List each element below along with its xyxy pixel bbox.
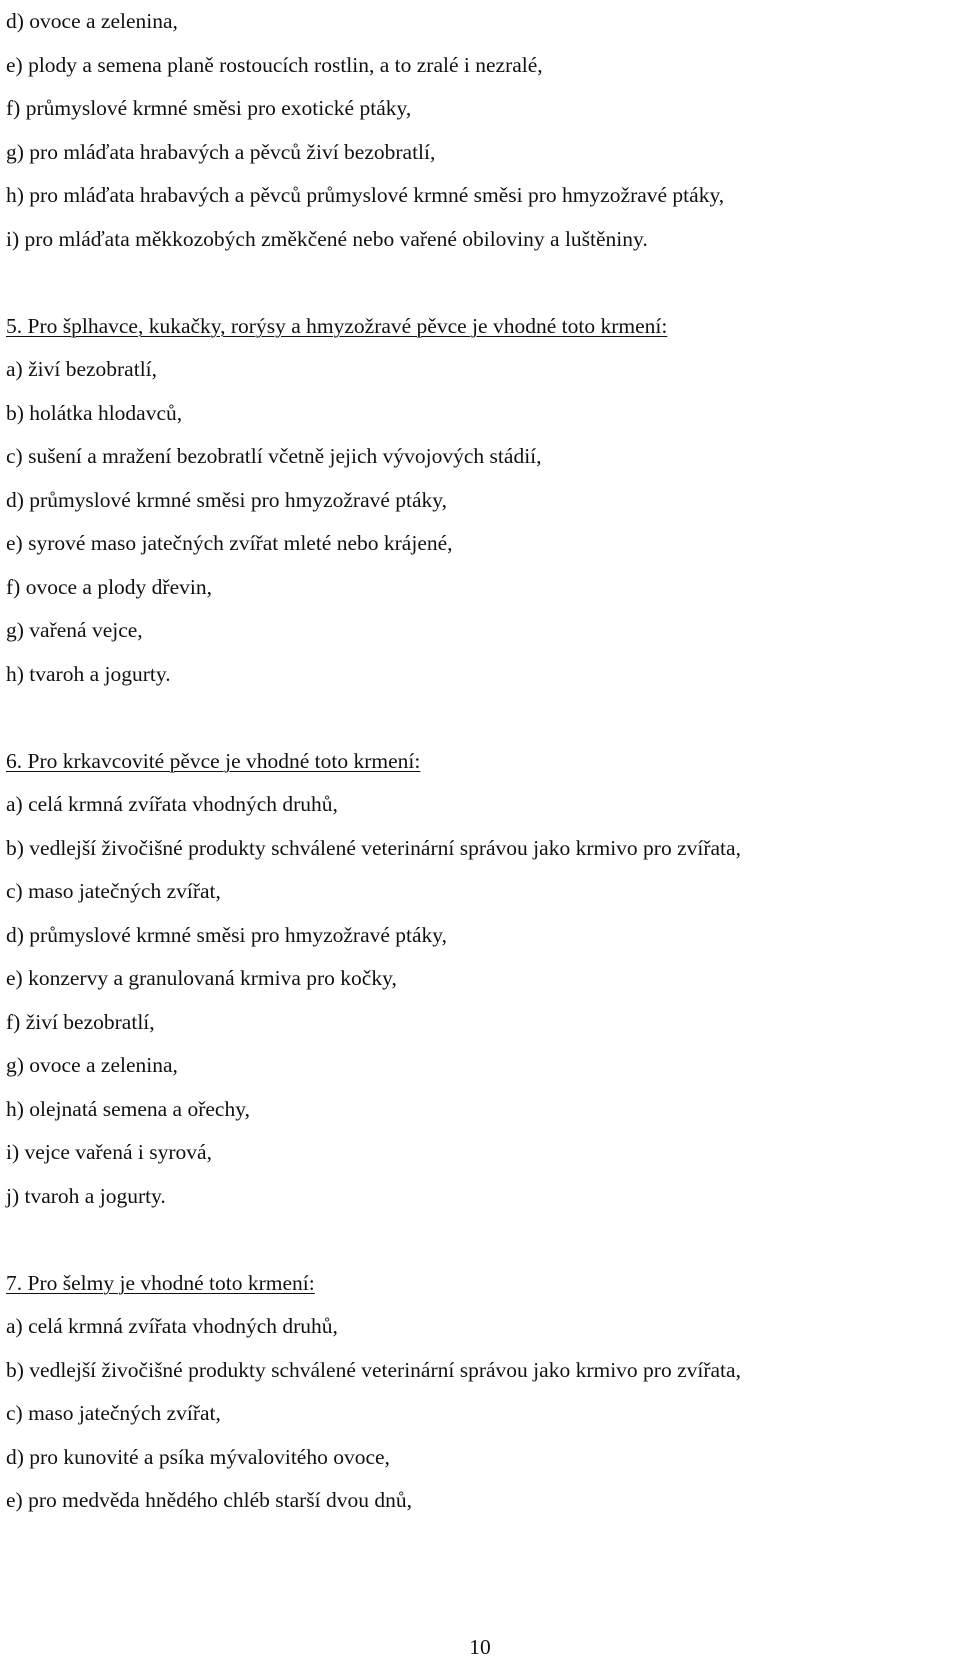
- list-item: e) syrové maso jatečných zvířat mleté nebo krájené,: [6, 531, 453, 555]
- document-page: [6, 0, 954, 1523]
- continued-list: [6, 0, 954, 261]
- list-item: h) tvaroh a jogurty.: [6, 661, 171, 686]
- list-item: f) průmyslové krmné směsi pro exotické ptáky,: [6, 96, 412, 120]
- section-7: [6, 1262, 954, 1523]
- spacer: [6, 1218, 954, 1262]
- list-item: e) pro medvěda hnědého chléb starší dvou dnů,: [6, 1488, 412, 1512]
- list-item: j) tvaroh a jogurty.: [6, 1183, 166, 1208]
- section-6: [6, 740, 954, 1219]
- list-item: f) ovoce a plody dřevin,: [6, 574, 212, 599]
- list-item: d) pro kunovité a psíka mývalovitého ovoce,: [6, 1444, 390, 1469]
- list-item: d) průmyslové krmné směsi pro hmyzožravé ptáky,: [6, 487, 448, 512]
- list-item: h) olejnatá semena a ořechy,: [6, 1096, 250, 1121]
- section-5: [6, 305, 954, 697]
- list-item: a) celá krmná zvířata vhodných druhů,: [6, 792, 338, 816]
- section-heading: 7. Pro šelmy je vhodné toto krmení:: [6, 1270, 315, 1295]
- list-item: f) živí bezobratlí,: [6, 1009, 155, 1034]
- page-number: 10: [469, 1635, 491, 1659]
- list-item: b) holátka hlodavců,: [6, 400, 183, 425]
- list-item: b) vedlejší živočišné produkty schválené veterinární správou jako krmivo pro zvířata,: [6, 835, 741, 860]
- section-heading: 6. Pro krkavcovité pěvce je vhodné toto krmení:: [6, 748, 421, 773]
- list-item: c) sušení a mražení bezobratlí včetně jejich vývojových stádií,: [6, 444, 542, 468]
- list-item: g) ovoce a zelenina,: [6, 1053, 178, 1077]
- list-item: g) vařená vejce,: [6, 618, 143, 642]
- section-heading: 5. Pro šplhavce, kukačky, rorýsy a hmyzožravé pěvce je vhodné toto krmení:: [6, 313, 668, 338]
- list-item: c) maso jatečných zvířat,: [6, 1401, 221, 1425]
- list-item: h) pro mláďata hrabavých a pěvců průmyslové krmné směsi pro hmyzožravé ptáky,: [6, 183, 725, 207]
- list-item: a) živí bezobratlí,: [6, 357, 158, 381]
- list-item: d) průmyslové krmné směsi pro hmyzožravé ptáky,: [6, 922, 448, 947]
- list-item: i) pro mláďata měkkozobých změkčené nebo vařené obiloviny a luštěniny.: [6, 226, 648, 251]
- list-item: i) vejce vařená i syrová,: [6, 1140, 212, 1164]
- list-item: a) celá krmná zvířata vhodných druhů,: [6, 1314, 338, 1338]
- spacer: [6, 696, 954, 740]
- list-item: c) maso jatečných zvířat,: [6, 879, 221, 903]
- list-item: g) pro mláďata hrabavých a pěvců živí bezobratlí,: [6, 139, 436, 164]
- list-item: b) vedlejší živočišné produkty schválené veterinární správou jako krmivo pro zvířata,: [6, 1357, 741, 1382]
- list-item: e) konzervy a granulovaná krmiva pro kočky,: [6, 966, 397, 990]
- spacer: [6, 261, 954, 305]
- list-item: e) plody a semena planě rostoucích rostlin, a to zralé i nezralé,: [6, 52, 543, 77]
- list-item: d) ovoce a zelenina,: [6, 9, 178, 33]
